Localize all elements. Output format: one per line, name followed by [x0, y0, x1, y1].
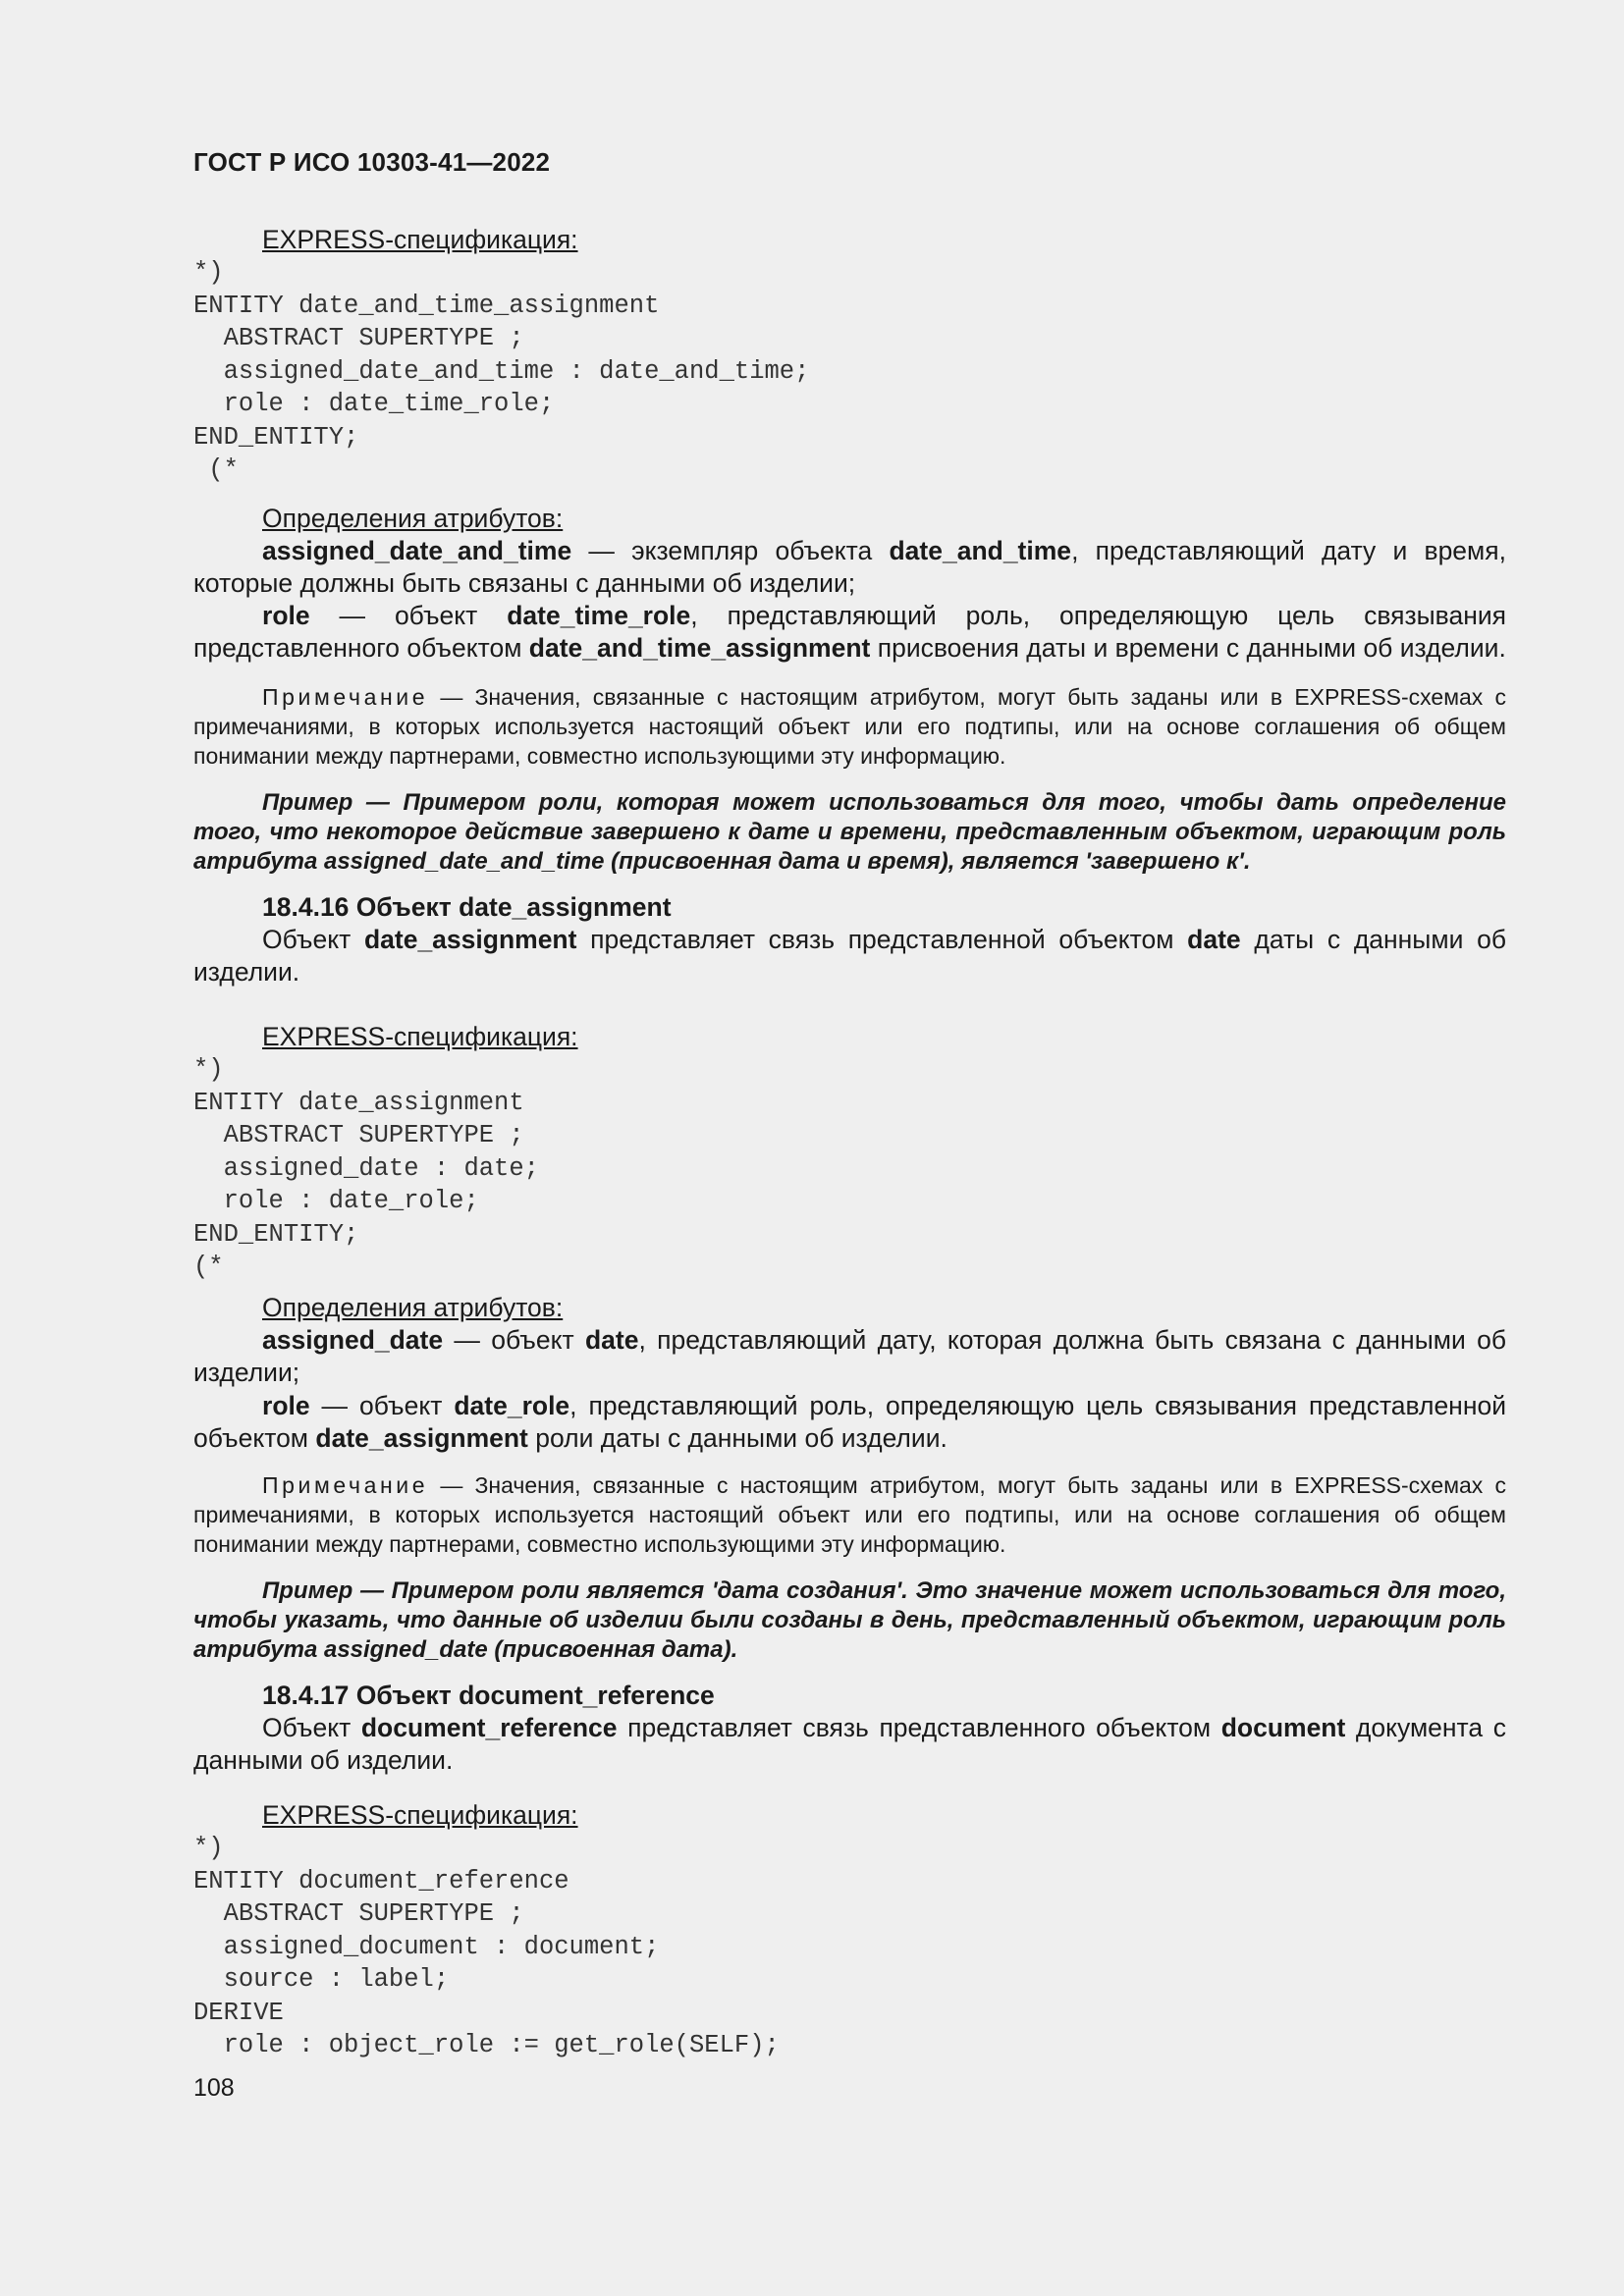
express-spec-document-reference — [193, 1799, 1506, 2062]
section-intro: Объект date_assignment представляет связь представленной объектом date даты с данными об изделии. — [193, 925, 1506, 987]
note-text: — Значения, связанные с настоящим атрибутом, могут быть заданы или в EXPRESS-схемах с примечаниями, в которых используется настоящий объект или его подтипы, или на основе соглашения об общем понимании между партнерами, совместно использующими эту информацию. — [193, 684, 1506, 769]
page-number: 108 — [193, 2074, 235, 2102]
express-code-block: *) ENTITY date_and_time_assignment ABSTRACT SUPERTYPE ; assigned_date_and_time : date_and_time; role : date_time_role; END_ENTITY; (* — [193, 258, 810, 484]
express-code-block: *) ENTITY document_reference ABSTRACT SUPERTYPE ; assigned_document : document; source : label; DERIVE role : object_role := get_role(SELF); — [193, 1834, 780, 2059]
example: Пример — Примером роли является 'дата создания'. Это значение может использоваться для того, чтобы указать, что данные об изделии были созданы в день, представленный объектом, играющим роль атрибута assigned_date (присвоенная дата). — [193, 1577, 1506, 1663]
express-spec-label: EXPRESS-спецификация: — [262, 225, 578, 254]
note-label: Примечание — [262, 684, 429, 710]
attribute-definitions-label: Определения атрибутов: — [262, 1293, 564, 1322]
express-code-block: *) ENTITY date_assignment ABSTRACT SUPERTYPE ; assigned_date : date; role : date_role; END_ENTITY; (* — [193, 1055, 539, 1281]
section-intro: Объект document_reference представляет связь представленного объектом document документа с данными об изделии. — [193, 1713, 1506, 1775]
section-18-4-16 — [193, 891, 1506, 988]
attribute-definitions — [193, 503, 1506, 665]
section-heading: 18.4.17 Объект document_reference — [262, 1681, 715, 1710]
express-spec-label: EXPRESS-спецификация: — [262, 1022, 578, 1051]
express-spec-date-assignment — [193, 1021, 1506, 1284]
attribute-definition: assigned_date_and_time — экземпляр объекта date_and_time, представляющий дату и время, которые должны быть связаны с данными об изделии; — [193, 536, 1506, 598]
note — [193, 1470, 1506, 1559]
note-text: — Значения, связанные с настоящим атрибутом, могут быть заданы или в EXPRESS-схемах с примечаниями, в которых используется настоящий объект или его подтипы, или на основе соглашения об общем понимании между партнерами, совместно использующими эту информацию. — [193, 1472, 1506, 1557]
note-label: Примечание — [262, 1472, 429, 1498]
note — [193, 682, 1506, 771]
section-heading: 18.4.16 Объект date_assignment — [262, 892, 672, 922]
attribute-definitions — [193, 1292, 1506, 1455]
attribute-definitions-label: Определения атрибутов: — [262, 504, 564, 533]
attribute-definition: role — объект date_role, представляющий роль, определяющую цель связывания представленной объектом date_assignment роли даты с данными об изделии. — [193, 1391, 1506, 1453]
section-18-4-17 — [193, 1680, 1506, 1777]
express-spec-label: EXPRESS-спецификация: — [262, 1800, 578, 1830]
attribute-definition: assigned_date — объект date, представляющий дату, которая должна быть связана с данными об изделии; — [193, 1325, 1506, 1387]
page-header: ГОСТ Р ИСО 10303-41—2022 — [193, 147, 551, 177]
example: Пример — Примером роли, которая может использоваться для того, чтобы дать определение того, что некоторое действие завершено к дате и времени, представленным объектом, играющим роль атрибута assigned_date_and_time (присвоенная дата и время), является 'завершено к'. — [193, 789, 1506, 875]
attribute-definition: role — объект date_time_role, представляющий роль, определяющую цель связывания представленного объектом date_and_time_assignment присвоения даты и времени с данными об изделии. — [193, 601, 1506, 663]
express-spec-date-and-time-assignment — [193, 224, 1506, 487]
